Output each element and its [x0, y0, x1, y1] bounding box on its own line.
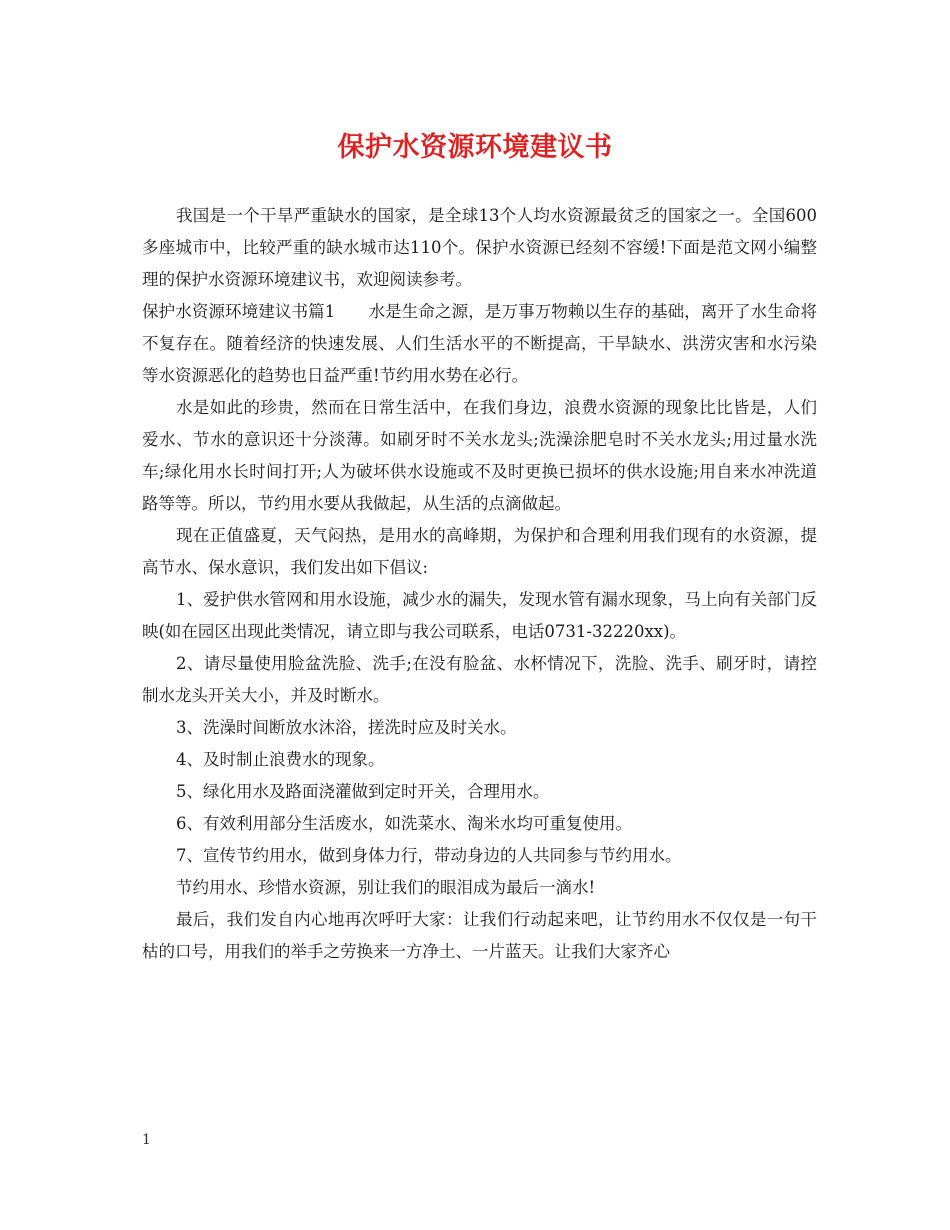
- paragraph-slogan: 节约用水、珍惜水资源，别让我们的眼泪成为最后一滴水!: [176, 878, 596, 897]
- list-item-2: 2、请尽量使用脸盆洗脸、洗手;在没有脸盆、水杯情况下，洗脸、洗手、刷牙时，请控制水龙头开关大小，并及时断水。: [142, 654, 817, 705]
- list-item-3: 3、洗澡时间断放水沐浴，搓洗时应及时关水。: [176, 718, 517, 737]
- list-item-5: 5、绿化用水及路面浇灌做到定时开关，合理用水。: [176, 782, 550, 801]
- document-body: [142, 200, 817, 968]
- paragraph-closing: 最后，我们发自内心地再次呼吁大家：让我们行动起来吧，让节约用水不仅仅是一句干枯的口号，用我们的举手之劳换来一方净土、一片蓝天。让我们大家齐心: [142, 910, 817, 961]
- list-item-1: 1、爱护供水管网和用水设施，减少水的漏失，发现水管有漏水现象，马上向有关部门反映(如在园区出现此类情况，请立即与我公司联系，电话0731-32220xx)。: [142, 590, 817, 641]
- paragraph-proposal-intro: 现在正值盛夏，天气闷热，是用水的高峰期，为保护和合理利用我们现有的水资源，提高节水、保水意识，我们发出如下倡议:: [142, 526, 817, 577]
- page-number: 1: [142, 1132, 151, 1148]
- document-title: 保护水资源环境建议书: [337, 132, 613, 163]
- paragraph-section-1: 保护水资源环境建议书篇1 水是生命之源，是万事万物赖以生存的基础，离开了水生命将不复存在。随着经济的快速发展、人们生活水平的不断提高，干旱缺水、洪涝灾害和水污染等水资源恶化的趋势也日益严重!节约用水势在必行。: [142, 302, 817, 385]
- list-item-7: 7、宣传节约用水，做到身体力行，带动身边的人共同参与节约用水。: [176, 846, 682, 865]
- list-item-4: 4、及时制止浪费水的现象。: [176, 750, 385, 769]
- paragraph-intro: 我国是一个干旱严重缺水的国家，是全球13个人均水资源最贫乏的国家之一。全国600多座城市中，比较严重的缺水城市达110个。保护水资源已经刻不容缓!下面是范文网小编整理的保护水资源环境建议书，欢迎阅读参考。: [142, 206, 817, 289]
- paragraph-waste: 水是如此的珍贵，然而在日常生活中，在我们身边，浪费水资源的现象比比皆是，人们爱水、节水的意识还十分淡薄。如刷牙时不关水龙头;洗澡涂肥皂时不关水龙头;用过量水洗车;绿化用水长时间打开;人为破坏供水设施或不及时更换已损坏的供水设施;用自来水冲洗道路等等。所以，节约用水要从我做起，从生活的点滴做起。: [142, 398, 817, 513]
- list-item-6: 6、有效利用部分生活废水，如洗菜水、淘米水均可重复使用。: [176, 814, 632, 833]
